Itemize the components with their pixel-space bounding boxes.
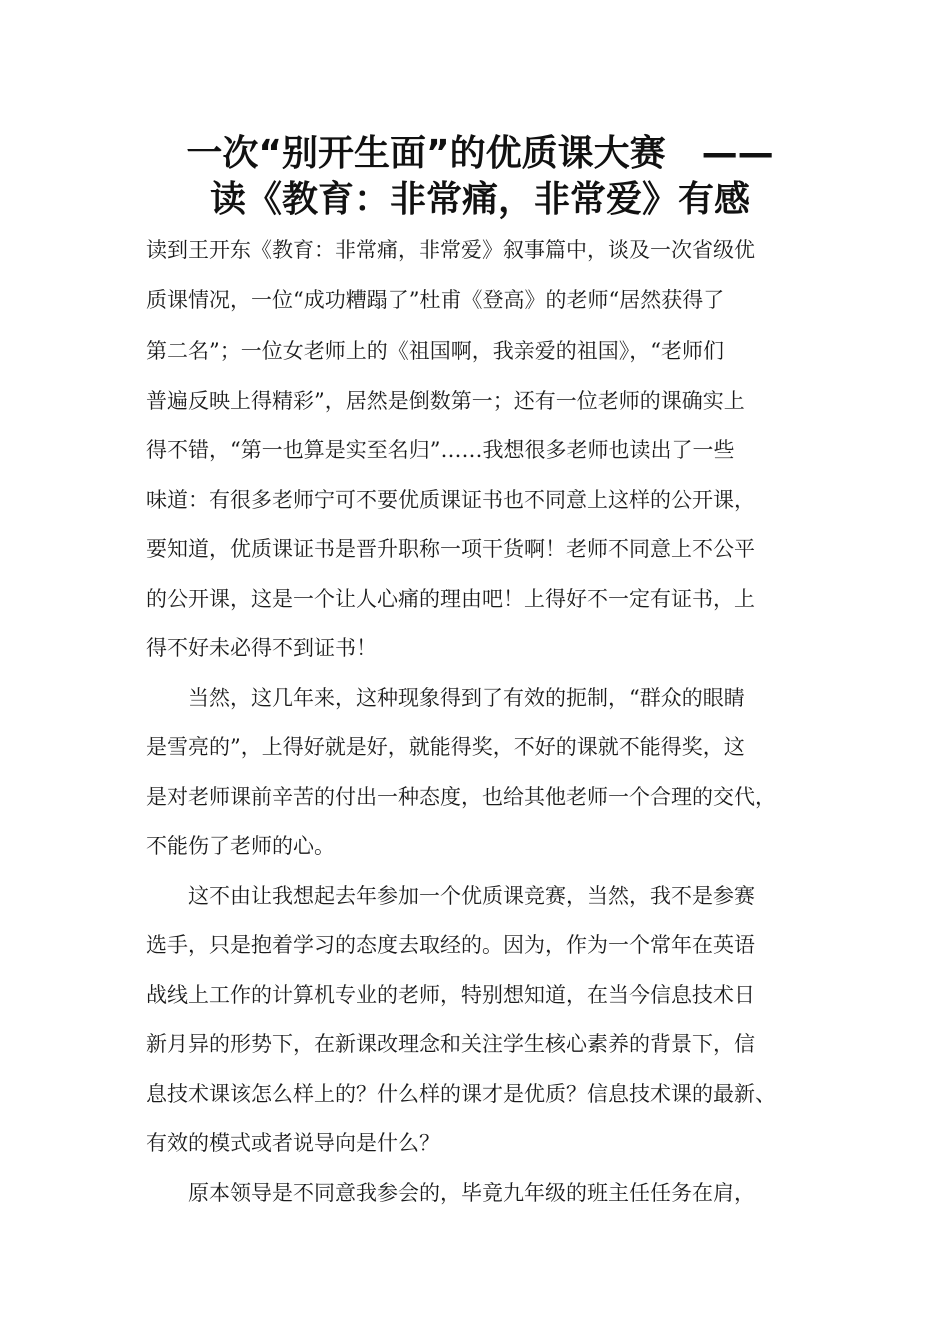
- body-text-line: 质课情况，一位“成功糟蹋了”杜甫《登高》的老师“居然获得了: [146, 288, 725, 312]
- body-text-line: 得不错，“第一也算是实至名归”……我想很多老师也读出了一些: [146, 438, 735, 462]
- body-text-line: 这不由让我想起去年参加一个优质课竞赛，当然，我不是参赛: [146, 884, 755, 908]
- document-title-line-1: 一次“别开生面”的优质课大赛 ——: [186, 133, 774, 174]
- body-text-line: 的公开课，这是一个让人心痛的理由吧！上得好不一定有证书，上: [146, 587, 755, 611]
- body-text-line: 要知道，优质课证书是晋升职称一项干货啊！老师不同意上不公平: [146, 537, 755, 561]
- body-text-line: 读到王开东《教育：非常痛，非常爱》叙事篇中，谈及一次省级优: [146, 238, 755, 262]
- body-text-line: 选手，只是抱着学习的态度去取经的。因为，作为一个常年在英语: [146, 933, 755, 957]
- body-text-line: 普遍反映上得精彩”，居然是倒数第一；还有一位老师的课确实上: [146, 389, 745, 413]
- body-text-line: 原本领导是不同意我参会的，毕竟九年级的班主任任务在肩，: [146, 1181, 755, 1205]
- body-text-line: 有效的模式或者说导向是什么？: [146, 1131, 440, 1155]
- body-text-line: 当然，这几年来，这种现象得到了有效的扼制，“群众的眼睛: [146, 686, 745, 710]
- body-text-line: 战线上工作的计算机专业的老师，特别想知道，在当今信息技术日: [146, 983, 755, 1007]
- body-text-line: 息技术课该怎么样上的？什么样的课才是优质？信息技术课的最新、: [146, 1082, 776, 1106]
- body-text-line: 得不好未必得不到证书！: [146, 636, 377, 660]
- body-text-line: 不能伤了老师的心。: [146, 834, 335, 858]
- body-text-line: 新月异的形势下，在新课改理念和关注学生核心素养的背景下，信: [146, 1032, 755, 1056]
- body-text-line: 是雪亮的”，上得好就是好，就能得奖，不好的课就不能得奖，这: [146, 735, 745, 759]
- body-text-line: 第二名”；一位女老师上的《祖国啊，我亲爱的祖国》，“老师们: [146, 339, 724, 363]
- body-text-line: 是对老师课前辛苦的付出一种态度，也给其他老师一个合理的交代，: [146, 785, 776, 809]
- document-title-line-2: 读《教育：非常痛，非常爱》有感: [209, 179, 750, 220]
- body-text-line: 味道：有很多老师宁可不要优质课证书也不同意上这样的公开课，: [146, 488, 755, 512]
